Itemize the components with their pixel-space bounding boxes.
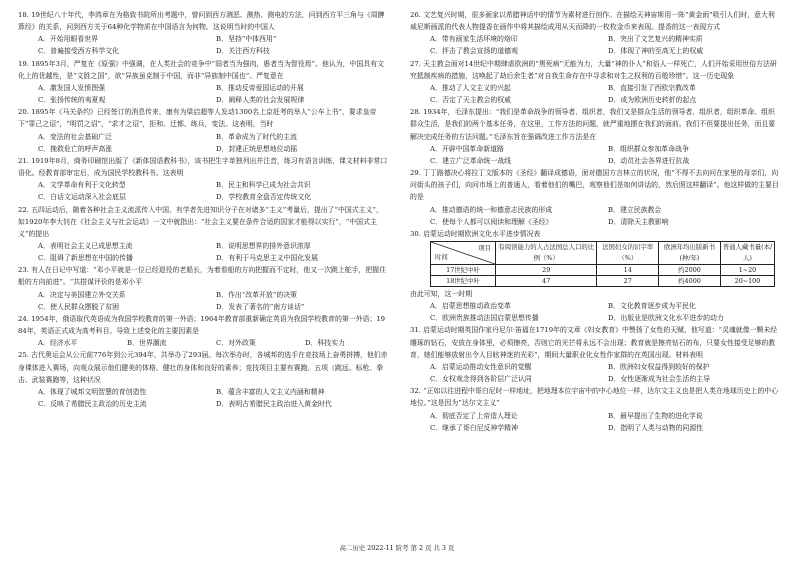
question-block bbox=[18, 58, 388, 107]
option: B．直接引发了西欧宗教改革 bbox=[608, 83, 696, 92]
option: D．科技实力 bbox=[305, 339, 345, 348]
question-stem: 20. 1895年《马关条约》已经签订的消息传来，康有为梁启超等人发动1300名上京赶考的举人“公车上书”，要求皇帝下“罪己之诏”，“明罚之诏”，“求才之诏”，拒和、迁都、练兵，变法。这表明，当时 bbox=[18, 108, 377, 129]
option: C．对外政策 bbox=[216, 339, 256, 348]
option: B．最早提出了生物的进化学说 bbox=[608, 411, 703, 420]
right-column bbox=[410, 9, 780, 434]
table-cell: 27 bbox=[597, 275, 659, 286]
option: A．决定与美国建立外交关系 bbox=[38, 290, 126, 299]
table-cell: 约2000 bbox=[659, 264, 721, 275]
table-cell-time: 18世纪中叶 bbox=[431, 275, 496, 286]
option: A．推动了人文主义的兴起 bbox=[430, 83, 511, 92]
option: A．开始用眼看世界 bbox=[38, 35, 99, 44]
option: C．抨击了教会宣扬的道德观 bbox=[430, 47, 518, 56]
option: A．带有画家生活环境的烙印 bbox=[430, 35, 518, 44]
question-block bbox=[18, 204, 388, 265]
option: B．蕴含丰富的人文主义内涵和精神 bbox=[216, 387, 325, 396]
table-cell: 14 bbox=[597, 264, 659, 275]
diag-label-time: 时间 bbox=[435, 253, 448, 262]
option: B．建立民族教会 bbox=[608, 205, 662, 214]
option: B．作出“改革开放”的决策 bbox=[216, 290, 298, 299]
option: B．文化教育逐步成为平民化 bbox=[608, 302, 696, 311]
question-options bbox=[18, 131, 388, 155]
option: A．推动德语的统一和德意志民族的形成 bbox=[430, 205, 553, 214]
left-column bbox=[18, 9, 388, 410]
option: C．建立广泛革命统一战线 bbox=[430, 156, 512, 165]
question-stem: 29. 丁丁路德决心将拉丁文版本的《圣经》翻译成德语，面对德国方言林立的状况，他“不得不去向问在家里的母亲们，向问街头的孩子们，向问市场上的普通人，看着他们的嘴巴，观察他们是如何讲话的，然后照这样翻译”。他这样做的主要目的是 bbox=[410, 169, 779, 202]
table-header-cell: 欧洲年均出版新书(种/年) bbox=[659, 241, 721, 264]
option: D．学校教育全盘否定传统文化 bbox=[216, 193, 312, 202]
right-questions-top bbox=[410, 9, 780, 228]
question-block bbox=[18, 264, 388, 313]
option: A．激发国人发愤图强 bbox=[38, 83, 105, 92]
table-cell: 1~20 bbox=[720, 264, 774, 275]
table-cell: 20~100 bbox=[720, 275, 774, 286]
option: C．欧洲贵族推动法国启蒙思想传播 bbox=[430, 314, 539, 323]
option: D．封建正统思想地位动摇 bbox=[216, 144, 298, 153]
option: D．关注西方科技 bbox=[216, 47, 270, 56]
question-block bbox=[18, 9, 388, 58]
question-stem: 32. “正如以往进程中哥白尼时一样地址，把地理本位宇宙中的中心地位一样，达尔文主义也是把人类在地球历史上的中心地位。”这是因为“达尔文主义” bbox=[410, 387, 779, 408]
right-questions-tail bbox=[410, 324, 780, 433]
table-header-cell: 法国妇女的识字率（%） bbox=[597, 241, 659, 264]
question-stem: 26. 文艺复兴时期，很多画家以希腊神话中的情节为素材进行创作。在描绘天神宙斯用一阵“黄金雨”吸引人们时，意大利威尼斯画派的代表人物提香在画作中将其描绘成用从天而降的一枚枚金币来表现。提香的这一表现方式 bbox=[410, 11, 775, 32]
question-stem: 31. 启蒙运动时期英国作家丹尼尔·笛福在1719年的文章《妇女教育》中赞扬了女性的天赋，他写道：“灵魂就像一颗未经雕琢的钻石，安放在身体里，必须擦亮，否则它的光芒将永远不会出现；教育就是擦亮钻石的布，只要女性接受足够的教育，她们能够放射出令人目眩神迷的光彩”，期间大量职业化女性作家群的在英国出现。材料表明 bbox=[410, 326, 778, 359]
diag-label-item: 项目 bbox=[478, 243, 491, 252]
question-30 bbox=[410, 228, 780, 325]
option: C．白话文运动深入社会底层 bbox=[38, 193, 126, 202]
question-options bbox=[18, 289, 388, 313]
question-stem: 18. 19世纪八十年代，李鸿章在为格致书院所出考题中，曾问到西方测恶、测热、测电的方法，问到西方平三角与《周髀算经》的关系，问到西方关于64种化学物质在中国语言为何物。这说明当时的中国人 bbox=[18, 11, 385, 32]
table-header-cell: 有阅读能力的人占法国总人口的比例（%） bbox=[496, 241, 597, 264]
option: B．坚持“中体西用” bbox=[216, 35, 277, 44]
question-30-options bbox=[410, 300, 780, 324]
question-block bbox=[410, 58, 780, 107]
option: D．有利于马克思主义中国化发展 bbox=[216, 254, 318, 263]
option: D．体现了神的至高无上的权威 bbox=[608, 47, 704, 56]
question-options bbox=[18, 337, 388, 349]
option: C．普遍接受西方科学文化 bbox=[38, 47, 120, 56]
option: C．挽救危亡的呼声高涨 bbox=[38, 144, 113, 153]
option: B．组织群众参加革命战争 bbox=[608, 144, 689, 153]
option: A．启蒙运动推动女性意识的觉醒 bbox=[430, 362, 532, 371]
question-options bbox=[410, 410, 780, 434]
option: B．欧洲妇女权益得到较好的保护 bbox=[608, 362, 710, 371]
option: A．启蒙思想推动政治变革 bbox=[430, 302, 511, 311]
question-block bbox=[18, 313, 388, 349]
option: C．张扬传统的夷夏观 bbox=[38, 96, 106, 105]
question-stem: 24. 1954年，俄语取代英语成为我国学校教育的第一外语；1964年教育部重新确定英语为我国学校教育的第一外语；1984年，英语正式成为高考科目。导致上述变化的主要因素是 bbox=[18, 314, 386, 336]
option: C．使人民群众摆脱了贫困 bbox=[38, 302, 120, 311]
question-options bbox=[410, 143, 780, 167]
question-options bbox=[18, 33, 388, 57]
question-options bbox=[410, 361, 780, 385]
option: D．发表了著名的“南方谈话” bbox=[216, 302, 305, 311]
option: A．体现了城邦文明智慧的育创造性 bbox=[38, 387, 147, 396]
option: C．使每个人都可以阅读和理解《圣经》 bbox=[430, 217, 553, 226]
table-row bbox=[431, 264, 775, 275]
question-stem: 22. 五四运动后，随着各种社会主义流派传入中国，有学者先进知识分子在对诸多“主义”考量后，提出了“中国式主义”，如1920年李大钊在《社会主义与社会运动》一文中就指出：“社会主义要在条件合适的国家才能得以实行”，“中国式主义”的提出 bbox=[18, 205, 383, 238]
option: D．出版业是欧洲文化水平进步的动力 bbox=[608, 314, 724, 323]
table-diagonal-cell bbox=[431, 241, 496, 264]
option: A．经济水平 bbox=[38, 339, 78, 348]
option: A．彻底否定了上帝造人理论 bbox=[430, 411, 518, 420]
option: C．继承了哥白尼反神学精神 bbox=[430, 423, 518, 432]
question-options bbox=[18, 179, 388, 203]
question-options bbox=[410, 82, 780, 106]
option: A．变法的社会基础广泛 bbox=[38, 132, 112, 141]
page-footer: 高二历史 2022-11 阶考 第 2 页 共 3 页 bbox=[339, 544, 455, 552]
option: D．女性逐渐成为社会生活的主导 bbox=[608, 375, 710, 384]
question-block bbox=[410, 106, 780, 167]
question-options bbox=[18, 386, 388, 410]
option: A．文学革命有利于文化转型 bbox=[38, 181, 126, 190]
option: C．阻碍了新思想在中国的传播 bbox=[38, 254, 133, 263]
question-block bbox=[410, 167, 780, 228]
option: B．推动反帝爱国运动的开展 bbox=[216, 83, 304, 92]
table-header-cell: 普通人藏书量(本/人) bbox=[720, 241, 774, 264]
question-stem: 28. 1934年，毛泽东提出：“我们是革命战争的领导者、组织者，我们又是群众生活的领导者、组织者，组织革命、组织群众生活，是我们的两个基本任务，在这里，工作方法的问题，就严重地摆在我们的面前。我们不但要提出任务，而且要解决完成任务的方法问题。”毛泽东旨在强调改进工作方法是在 bbox=[410, 108, 776, 141]
option: C．否定了天主教会的权威 bbox=[430, 96, 512, 105]
question-block bbox=[18, 106, 388, 155]
option: C．反映了希腊民主政治的历史主流 bbox=[38, 400, 147, 408]
table-cell: 47 bbox=[496, 275, 597, 286]
question-block bbox=[410, 9, 780, 58]
option: B．说明思想界的排外意识浓厚 bbox=[216, 241, 311, 250]
table-header-row bbox=[431, 241, 775, 264]
question-stem: 23. 有人在日记中写道：“邓小平就是一位已经退役的老船长，为着看船的方向把握而不定时，他又一次跳上舵手，把握住船的方向前进”。“共搭谋评价的是邓小平 bbox=[18, 266, 387, 287]
option: D．清除天主教影响 bbox=[608, 217, 669, 226]
question-stem: 25. 古代奥运会从公元前776年到公元394年，共举办了293届。每次举办时，各城邦的选手在竞技场上奋勇拼搏，他们赤身裸体进入赛场，向观众展示他们健美的体格、健壮的身体和良好的素养；竞技项目主要有赛跑、五项（跳远、标枪、拳击、武装赛跑等，这种状况 bbox=[18, 351, 388, 384]
question-30-lead: 由此可知，这一时期 bbox=[410, 289, 473, 298]
table-row bbox=[431, 275, 775, 286]
question-block bbox=[410, 385, 780, 434]
option: D．成为欧洲历史转折的起点 bbox=[608, 96, 697, 105]
option: A．表明社会主义已成思想主流 bbox=[38, 241, 133, 250]
option: B．民主和科学已成为社会共识 bbox=[216, 181, 311, 190]
question-block bbox=[18, 155, 388, 204]
option: D．阐释人类的社会发展规律 bbox=[216, 96, 305, 105]
question-options bbox=[18, 240, 388, 264]
option: D．动员社会各界进行抗战 bbox=[608, 156, 690, 165]
question-stem: 27. 天主教会面对14世纪中期肆虐欧洲的“黑死病”无能为力，大量“神的仆人”和俗人一样死亡，人们开始采用世俗方法研究抵制疾病的措施，这唤起了劫后余生者“对自我生命存在中寻求和对生之权利的百般珍惜”。这一历史现象 bbox=[410, 59, 777, 80]
question-stem: 21. 1919年8月，商务印刷馆出版了《新体国语教科书》，该书把生字单独列出并注音，练习有语言训练，课文材料非常口语化。经教育部审定后，成为国民学校教科书。这表明 bbox=[18, 156, 388, 178]
question-stem: 19. 1895年3月，严复在《原强》中强调，在人类社会的竞争中“弱者当为强肉，愚者当为智役焉”。他认为，中国具有文化上的优越性，是“文胜之国”，欲“异族虽克制于中国，而非“异族制中国也”。严复意在 bbox=[18, 59, 384, 80]
table-cell: 约4000 bbox=[659, 275, 721, 286]
table-cell-time: 17世纪中叶 bbox=[431, 264, 496, 275]
option: D．指明了人类与动物的同源性 bbox=[608, 423, 704, 432]
option: B．突出了文艺复兴的精神实质 bbox=[608, 35, 703, 44]
question-block bbox=[18, 349, 388, 410]
option: D．表明古希腊民主政治进入黄金时代 bbox=[216, 400, 332, 408]
question-options bbox=[410, 204, 780, 228]
option: B．革命成为了时代的主流 bbox=[216, 132, 297, 141]
question-block bbox=[410, 324, 780, 385]
table-cell: 29 bbox=[496, 264, 597, 275]
option: C．女权观念得到各阶层广泛认同 bbox=[430, 375, 532, 384]
option: A．开辟中国革命新道路 bbox=[430, 144, 504, 153]
culture-progress-table bbox=[430, 241, 775, 287]
question-options bbox=[18, 82, 388, 106]
option: B．世界潮流 bbox=[127, 339, 167, 348]
question-options bbox=[410, 33, 780, 57]
question-30-title: 30. 启蒙运动时期欧洲文化水平进步情况表 bbox=[410, 229, 541, 238]
